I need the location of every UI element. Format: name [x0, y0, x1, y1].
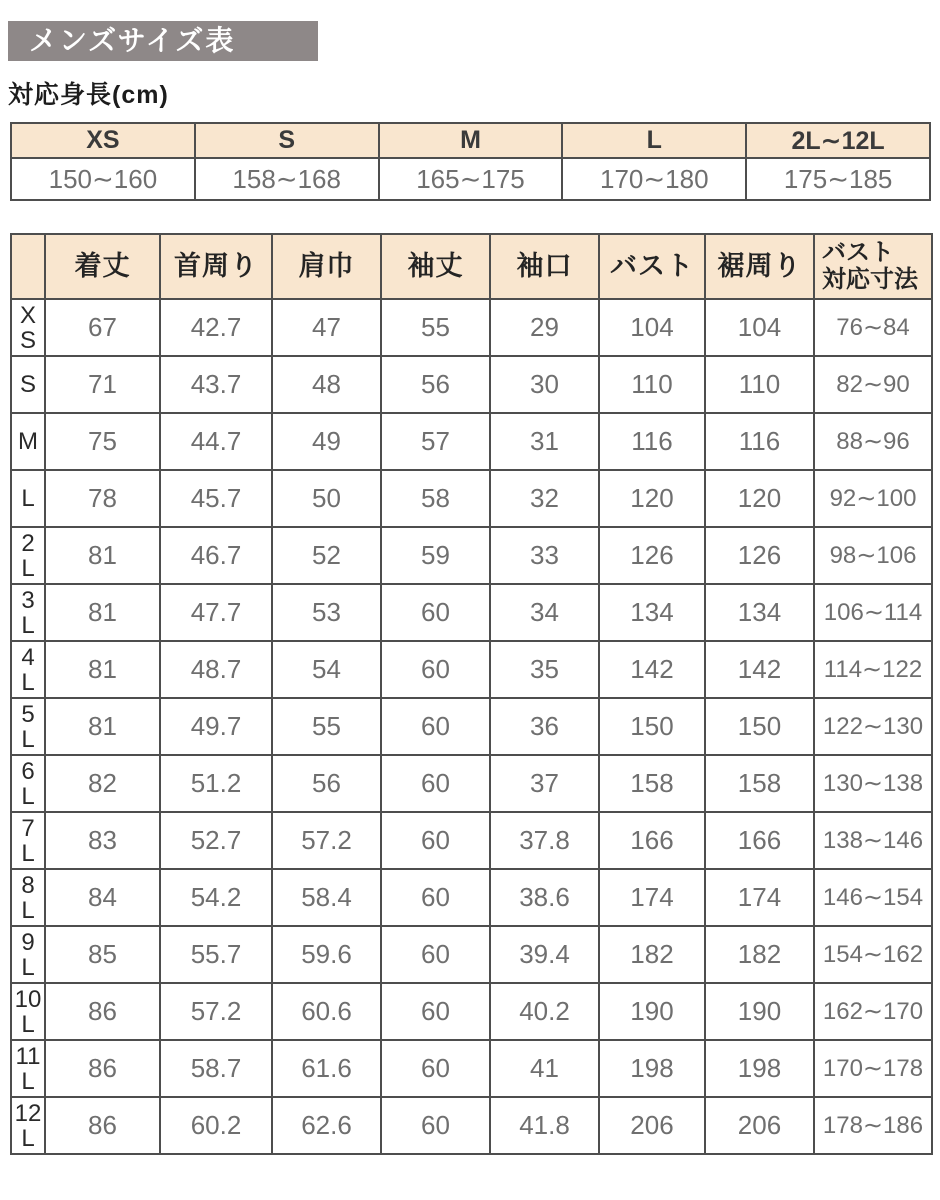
size-row-label: 10 L	[11, 983, 45, 1040]
size-table-column-header	[11, 234, 45, 299]
cell-body-length: 82	[45, 755, 160, 812]
cell-sleeve-length: 60	[381, 983, 490, 1040]
cell-hem: 120	[705, 470, 814, 527]
cell-body-length: 71	[45, 356, 160, 413]
cell-bust-range: 82∼90	[814, 356, 932, 413]
cell-neck: 42.7	[160, 299, 272, 356]
height-table-header-row	[11, 123, 930, 158]
size-table-row	[11, 698, 932, 755]
cell-neck: 48.7	[160, 641, 272, 698]
cell-bust-range: 92∼100	[814, 470, 932, 527]
cell-hem: 150	[705, 698, 814, 755]
size-table-column-header: 袖口	[490, 234, 599, 299]
size-row-label: S	[11, 356, 45, 413]
cell-cuff: 34	[490, 584, 599, 641]
cell-bust: 110	[599, 356, 705, 413]
cell-bust-range: 178∼186	[814, 1097, 932, 1154]
cell-bust: 190	[599, 983, 705, 1040]
cell-shoulder: 50	[272, 470, 381, 527]
cell-cuff: 37	[490, 755, 599, 812]
cell-cuff: 40.2	[490, 983, 599, 1040]
cell-hem: 104	[705, 299, 814, 356]
size-row-label: 7 L	[11, 812, 45, 869]
cell-hem: 190	[705, 983, 814, 1040]
size-table-column-header: バスト	[599, 234, 705, 299]
height-table-range-row	[11, 158, 930, 200]
cell-bust: 174	[599, 869, 705, 926]
cell-sleeve-length: 60	[381, 755, 490, 812]
cell-cuff: 31	[490, 413, 599, 470]
cell-sleeve-length: 58	[381, 470, 490, 527]
size-table	[10, 233, 933, 1155]
size-table-column-header: 袖丈	[381, 234, 490, 299]
cell-bust: 120	[599, 470, 705, 527]
height-range-cell: 158∼168	[195, 158, 379, 200]
height-table	[10, 122, 931, 201]
size-table-column-header: 着丈	[45, 234, 160, 299]
cell-shoulder: 53	[272, 584, 381, 641]
cell-bust-range: 88∼96	[814, 413, 932, 470]
cell-bust-range: 162∼170	[814, 983, 932, 1040]
cell-bust-range: 170∼178	[814, 1040, 932, 1097]
cell-shoulder: 48	[272, 356, 381, 413]
size-row-label: X S	[11, 299, 45, 356]
size-row-label: 5 L	[11, 698, 45, 755]
cell-shoulder: 58.4	[272, 869, 381, 926]
cell-bust-range: 106∼114	[814, 584, 932, 641]
cell-body-length: 81	[45, 641, 160, 698]
cell-hem: 206	[705, 1097, 814, 1154]
cell-cuff: 35	[490, 641, 599, 698]
size-row-label: 12 L	[11, 1097, 45, 1154]
height-range-cell: 170∼180	[562, 158, 746, 200]
page-title: メンズサイズ表	[8, 21, 318, 61]
cell-hem: 174	[705, 869, 814, 926]
cell-bust-range: 138∼146	[814, 812, 932, 869]
cell-cuff: 39.4	[490, 926, 599, 983]
cell-sleeve-length: 60	[381, 698, 490, 755]
cell-sleeve-length: 56	[381, 356, 490, 413]
size-table-row	[11, 926, 932, 983]
cell-sleeve-length: 60	[381, 926, 490, 983]
cell-hem: 110	[705, 356, 814, 413]
cell-neck: 43.7	[160, 356, 272, 413]
cell-sleeve-length: 60	[381, 869, 490, 926]
size-table-column-header: 肩巾	[272, 234, 381, 299]
height-range-cell: 150∼160	[11, 158, 195, 200]
cell-bust-range: 122∼130	[814, 698, 932, 755]
cell-shoulder: 61.6	[272, 1040, 381, 1097]
size-table-row	[11, 755, 932, 812]
cell-bust-range: 114∼122	[814, 641, 932, 698]
cell-bust: 150	[599, 698, 705, 755]
cell-neck: 55.7	[160, 926, 272, 983]
cell-bust: 182	[599, 926, 705, 983]
cell-bust-range: 76∼84	[814, 299, 932, 356]
size-row-label: 11 L	[11, 1040, 45, 1097]
height-table-caption: 対応身長(cm)	[8, 81, 169, 109]
cell-shoulder: 60.6	[272, 983, 381, 1040]
size-table-row	[11, 356, 932, 413]
size-table-column-header: バスト 対応寸法	[814, 234, 932, 299]
cell-neck: 57.2	[160, 983, 272, 1040]
cell-sleeve-length: 57	[381, 413, 490, 470]
size-table-row	[11, 413, 932, 470]
cell-sleeve-length: 60	[381, 584, 490, 641]
cell-shoulder: 59.6	[272, 926, 381, 983]
cell-neck: 46.7	[160, 527, 272, 584]
cell-sleeve-length: 60	[381, 1097, 490, 1154]
cell-neck: 49.7	[160, 698, 272, 755]
cell-bust: 166	[599, 812, 705, 869]
height-range-cell: 165∼175	[379, 158, 563, 200]
cell-body-length: 81	[45, 698, 160, 755]
cell-body-length: 86	[45, 983, 160, 1040]
cell-body-length: 81	[45, 527, 160, 584]
cell-body-length: 86	[45, 1040, 160, 1097]
cell-neck: 60.2	[160, 1097, 272, 1154]
cell-body-length: 67	[45, 299, 160, 356]
size-row-label: M	[11, 413, 45, 470]
cell-shoulder: 47	[272, 299, 381, 356]
size-table-row	[11, 812, 932, 869]
cell-body-length: 83	[45, 812, 160, 869]
cell-hem: 182	[705, 926, 814, 983]
cell-neck: 45.7	[160, 470, 272, 527]
cell-neck: 52.7	[160, 812, 272, 869]
size-table-row	[11, 470, 932, 527]
size-row-label: 6 L	[11, 755, 45, 812]
height-size-header: 2L∼12L	[746, 123, 930, 158]
size-table-row	[11, 1097, 932, 1154]
cell-sleeve-length: 60	[381, 1040, 490, 1097]
height-size-header: S	[195, 123, 379, 158]
cell-bust-range: 98∼106	[814, 527, 932, 584]
cell-cuff: 30	[490, 356, 599, 413]
cell-bust: 134	[599, 584, 705, 641]
cell-body-length: 78	[45, 470, 160, 527]
cell-bust-range: 130∼138	[814, 755, 932, 812]
size-table-row	[11, 869, 932, 926]
cell-body-length: 81	[45, 584, 160, 641]
cell-bust: 126	[599, 527, 705, 584]
cell-shoulder: 55	[272, 698, 381, 755]
cell-shoulder: 54	[272, 641, 381, 698]
cell-shoulder: 49	[272, 413, 381, 470]
cell-cuff: 32	[490, 470, 599, 527]
height-range-cell: 175∼185	[746, 158, 930, 200]
size-row-label: 4 L	[11, 641, 45, 698]
size-row-label: 2 L	[11, 527, 45, 584]
cell-shoulder: 57.2	[272, 812, 381, 869]
size-table-column-header: 首周り	[160, 234, 272, 299]
cell-body-length: 85	[45, 926, 160, 983]
cell-bust: 158	[599, 755, 705, 812]
cell-bust: 104	[599, 299, 705, 356]
cell-hem: 126	[705, 527, 814, 584]
cell-cuff: 29	[490, 299, 599, 356]
cell-cuff: 33	[490, 527, 599, 584]
size-row-label: 3 L	[11, 584, 45, 641]
cell-neck: 54.2	[160, 869, 272, 926]
cell-hem: 134	[705, 584, 814, 641]
cell-neck: 58.7	[160, 1040, 272, 1097]
cell-hem: 166	[705, 812, 814, 869]
cell-bust: 116	[599, 413, 705, 470]
cell-bust: 198	[599, 1040, 705, 1097]
cell-shoulder: 56	[272, 755, 381, 812]
size-table-row	[11, 584, 932, 641]
cell-bust: 142	[599, 641, 705, 698]
height-size-header: XS	[11, 123, 195, 158]
cell-sleeve-length: 59	[381, 527, 490, 584]
cell-body-length: 75	[45, 413, 160, 470]
size-row-label: 9 L	[11, 926, 45, 983]
cell-neck: 51.2	[160, 755, 272, 812]
cell-hem: 116	[705, 413, 814, 470]
height-size-header: L	[562, 123, 746, 158]
cell-sleeve-length: 60	[381, 641, 490, 698]
size-table-header-row	[11, 234, 932, 299]
cell-neck: 47.7	[160, 584, 272, 641]
cell-shoulder: 52	[272, 527, 381, 584]
cell-hem: 142	[705, 641, 814, 698]
cell-neck: 44.7	[160, 413, 272, 470]
size-table-row	[11, 641, 932, 698]
cell-cuff: 38.6	[490, 869, 599, 926]
cell-shoulder: 62.6	[272, 1097, 381, 1154]
cell-sleeve-length: 60	[381, 812, 490, 869]
cell-hem: 198	[705, 1040, 814, 1097]
cell-sleeve-length: 55	[381, 299, 490, 356]
size-table-column-header: 裾周り	[705, 234, 814, 299]
cell-bust: 206	[599, 1097, 705, 1154]
cell-body-length: 84	[45, 869, 160, 926]
size-table-row	[11, 299, 932, 356]
cell-bust-range: 154∼162	[814, 926, 932, 983]
height-size-header: M	[379, 123, 563, 158]
size-row-label: L	[11, 470, 45, 527]
size-table-row	[11, 983, 932, 1040]
cell-bust-range: 146∼154	[814, 869, 932, 926]
size-row-label: 8 L	[11, 869, 45, 926]
size-table-row	[11, 527, 932, 584]
cell-cuff: 41	[490, 1040, 599, 1097]
cell-hem: 158	[705, 755, 814, 812]
cell-cuff: 37.8	[490, 812, 599, 869]
size-table-row	[11, 1040, 932, 1097]
cell-cuff: 41.8	[490, 1097, 599, 1154]
cell-body-length: 86	[45, 1097, 160, 1154]
cell-cuff: 36	[490, 698, 599, 755]
